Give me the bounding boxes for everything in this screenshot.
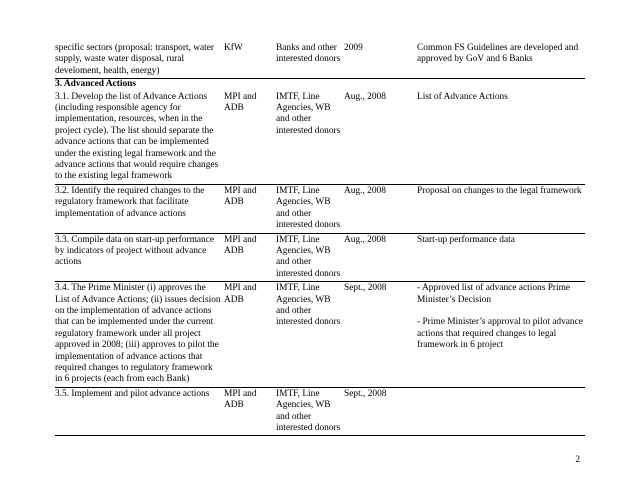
page-number: 2 (575, 455, 580, 465)
date-cell: Sept., 2008 (344, 387, 417, 436)
responsible-cell: KfW (224, 42, 276, 79)
output-cell: Common FS Guidelines are developed and approved by GoV and 6 Banks (417, 42, 585, 79)
partners-cell: IMTF, Line Agencies, WB and other interested donors (276, 282, 344, 388)
output-cell: Proposal on changes to the legal framework (417, 184, 585, 233)
partners-cell: IMTF, Line Agencies, WB and other interested donors (276, 233, 344, 282)
date-cell: 2009 (344, 42, 417, 79)
table-row (55, 387, 585, 436)
partners-cell: IMTF, Line Agencies, WB and other interested donors (276, 91, 344, 185)
date-cell: Aug., 2008 (344, 233, 417, 282)
date-cell: Sept., 2008 (344, 282, 417, 388)
task-cell: 3.3. Compile data on start-up performance by indicators of project without advance actions (55, 233, 224, 282)
action-plan-table (55, 42, 585, 436)
partners-cell: Banks and other interested donors (276, 42, 344, 79)
table-row (55, 282, 585, 388)
output-cell (417, 282, 585, 388)
output-cell: List of Advance Actions (417, 91, 585, 185)
table-row (55, 233, 585, 282)
output-item: - Approved list of advance actions Prime Minister’s Decision (417, 283, 571, 305)
section-row (55, 79, 585, 91)
responsible-cell: MPI and ADB (224, 282, 276, 388)
partners-cell: IMTF, Line Agencies, WB and other interested donors (276, 184, 344, 233)
responsible-cell: MPI and ADB (224, 184, 276, 233)
task-cell: 3.2. Identify the required changes to the regulatory framework that facilitate implementation of advance actions (55, 184, 224, 233)
date-cell: Aug., 2008 (344, 91, 417, 185)
responsible-cell: MPI and ADB (224, 91, 276, 185)
partners-cell: IMTF, Line Agencies, WB and other interested donors (276, 387, 344, 436)
section-heading: 3. Advanced Actions (55, 79, 136, 90)
task-cell: 3.1. Develop the list of Advance Actions (including responsible agency for implementation, resources, when in the project cycle). The list should separate the advance actions that can be implemented under the existing legal framework and the advance actions that would require changes to the existing legal framework (55, 91, 224, 185)
table-row (55, 42, 585, 79)
table-row (55, 184, 585, 233)
output-item: - Prime Minister’s approval to pilot advance actions that required changes to legal framework in 6 project (417, 317, 583, 351)
responsible-cell: MPI and ADB (224, 387, 276, 436)
date-cell: Aug., 2008 (344, 184, 417, 233)
output-cell: Start-up performance data (417, 233, 585, 282)
task-cell: specific sectors (proposal: transport, water supply, waste water disposal, rural develoment, health, energy) (55, 42, 224, 79)
output-cell (417, 387, 585, 436)
table-row (55, 91, 585, 185)
task-cell: 3.5. Implement and pilot advance actions (55, 387, 224, 436)
responsible-cell: MPI and ADB (224, 233, 276, 282)
task-cell: 3.4. The Prime Minister (i) approves the List of Advance Actions; (ii) issues decision on the implementation of advance actions that can be implemented under the current regulatory framework under all project approved in 2008; (iii) approves to pilot the implementation of advance actions that required changes to regulatory framework in 6 projects (each from each Bank) (55, 282, 224, 388)
